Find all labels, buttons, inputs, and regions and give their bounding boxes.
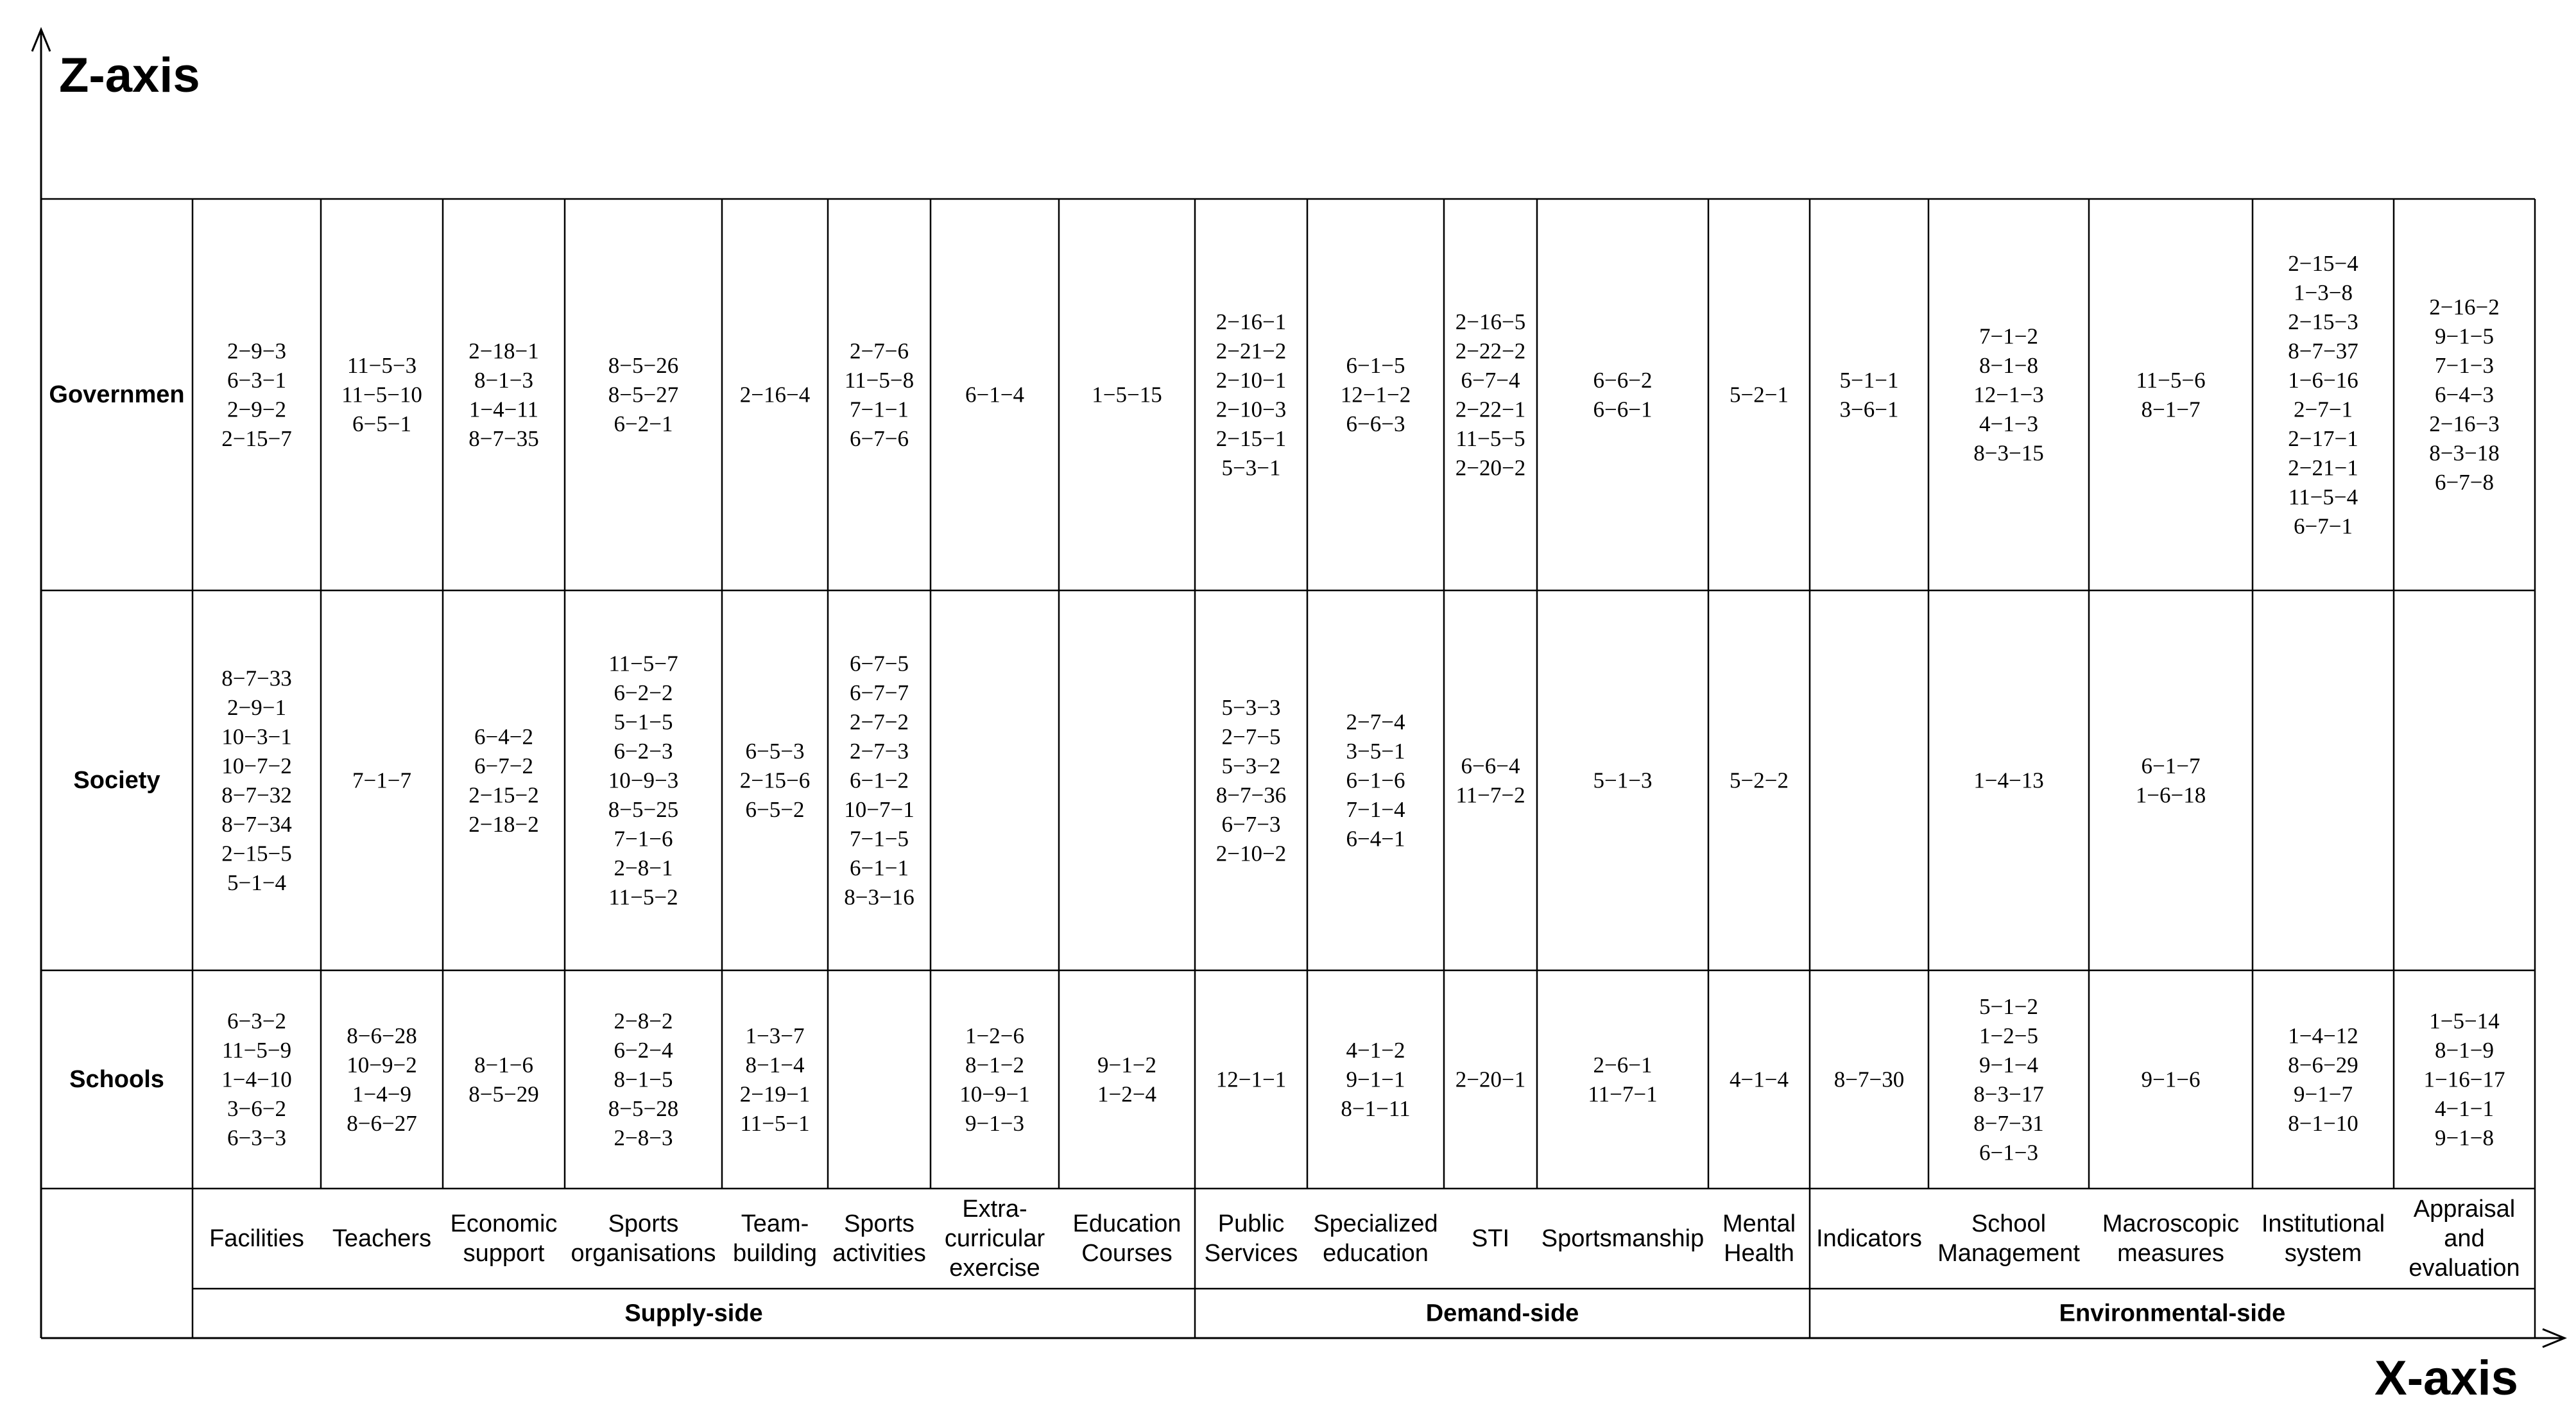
cell-codes-line: 5−3−3 [1221,694,1281,720]
cell-codes-line: 5−1−3 [1593,768,1653,793]
column-label [332,1225,431,1252]
cell-codes-line: 7−1−5 [850,826,909,852]
cell-codes-line: 8−3−17 [1973,1081,2044,1107]
cell-codes [1730,1067,1789,1092]
cell-codes-line: 11−5−8 [844,367,914,393]
z-axis-title: Z-axis [59,48,200,103]
cell-codes-line: 6−7−2 [474,753,533,778]
cell-codes-line: 10−9−2 [347,1052,417,1078]
cell-codes-line: 9−1−8 [2435,1125,2494,1151]
cell-codes [1341,1038,1410,1121]
cell-codes [1840,368,1899,422]
cell-codes-line: 2−10−3 [1215,397,1287,422]
cell-codes-line: 4−1−2 [1346,1038,1405,1063]
cell-codes-line: 8−5−27 [608,382,679,408]
cell-codes [1973,994,2043,1165]
cell-codes [1593,368,1653,422]
cell-codes-line: 2−16−5 [1455,309,1526,334]
cell-codes-line: 2−21−1 [2288,455,2358,481]
group-label-line: Environmental-side [2059,1300,2286,1327]
cell-codes [468,338,538,451]
cell-codes [468,1052,538,1107]
cell-codes [959,1023,1029,1136]
column-label-line: Management [1937,1240,2080,1267]
cell-codes-line: 8−6−29 [2288,1052,2358,1078]
cell-codes-line: 12−1−3 [1973,382,2044,408]
column-label [945,1196,1045,1282]
cell-codes [1216,309,1286,481]
cell-codes-line: 6−7−4 [1461,367,1520,393]
cell-codes-line: 1−4−10 [221,1067,292,1092]
cell-codes-line: 8−1−8 [1979,353,2038,378]
group-label-line: Supply-side [624,1300,763,1327]
cell-codes-line: 6−7−6 [850,425,909,451]
cell-codes [1455,1067,1525,1092]
column-label-line: Education [1072,1210,1181,1237]
cell-codes-line: 5−2−2 [1730,768,1789,793]
cell-codes-line: 8−5−29 [468,1081,539,1107]
cell-codes-line: 9−1−1 [1346,1067,1405,1092]
cell-codes-line: 2−15−5 [221,841,292,866]
column-label [733,1210,817,1267]
cell-codes-line: 2−21−2 [1215,338,1287,364]
cell-codes-line: 6−4−2 [474,724,533,750]
cell-codes-line: 2−8−3 [614,1125,673,1151]
cell-codes-line: 1−6−18 [2135,782,2206,808]
cell-codes-line: 1−3−7 [745,1023,805,1049]
cell-codes-line: 8−7−33 [221,666,292,691]
cell-codes-line: 6−4−3 [2435,382,2494,408]
cell-codes [1730,768,1789,793]
column-label [1816,1225,1922,1252]
cell-codes-line: 2−16−2 [2429,295,2500,320]
cell-codes-line: 8−7−31 [1973,1110,2044,1136]
cell-codes [1730,382,1789,408]
column-label-line: Services [1204,1240,1298,1267]
cell-codes-line: 6−1−2 [850,768,909,793]
cell-codes [1455,753,1525,808]
cell-codes-line: 5−1−4 [227,870,286,895]
cell-codes-line: 10−7−2 [221,753,292,778]
cell-codes-line: 1−16−17 [2423,1067,2505,1092]
column-label-line: Teachers [332,1225,432,1252]
cell-codes-line: 2−7−1 [2294,397,2353,422]
column-label [1722,1210,1796,1267]
cell-codes-line: 11−7−2 [1455,782,1525,808]
cell-codes [740,1023,810,1136]
column-label [571,1210,716,1267]
cell-codes [1973,768,2043,793]
cell-codes-line: 5−1−2 [1979,993,2038,1019]
cell-codes-line: 2−7−6 [850,338,909,364]
column-label-line: education [1323,1240,1429,1267]
cell-codes-line: 1−5−15 [1092,382,1162,408]
cell-codes-line: 2−7−5 [1221,724,1281,750]
group-label [1426,1300,1579,1327]
column-label [1472,1225,1509,1252]
column-label-line: evaluation [2409,1255,2520,1282]
cell-codes-line: 1−2−5 [1979,1023,2038,1049]
column-label [1313,1210,1438,1267]
cell-codes-line: 2−22−1 [1455,397,1526,422]
cell-codes-line: 2−16−3 [2429,411,2500,436]
cell-codes [845,338,914,451]
cell-codes [221,666,291,895]
cell-codes-line: 8−3−16 [844,884,914,910]
cell-codes-line: 6−6−1 [1593,397,1653,422]
cell-codes [2288,1023,2358,1136]
cell-codes-line: 2−9−3 [227,338,286,364]
cell-codes-line: 2−15−1 [1215,425,1287,451]
cell-codes-line: 6−5−1 [352,411,411,436]
cell-codes-line: 6−6−4 [1461,753,1520,778]
cell-codes-line: 6−2−3 [614,739,673,764]
cell-codes-line: 2−19−1 [739,1081,811,1107]
cell-codes-line: 8−1−9 [2435,1038,2494,1063]
cell-codes-line: 6−2−2 [614,680,673,705]
cell-codes-line: 2−15−4 [2288,250,2358,276]
cell-codes [2288,251,2358,539]
cell-codes-line: 8−5−28 [608,1096,679,1121]
cell-codes [1593,768,1653,793]
cell-codes-line: 6−4−1 [1346,826,1405,852]
cell-codes [740,382,810,408]
cell-codes-line: 8−5−25 [608,797,679,822]
cell-codes-line: 7−1−4 [1346,797,1405,822]
cell-codes [468,724,538,837]
cell-codes-line: 11−5−9 [221,1038,292,1063]
cell-codes-line: 11−5−2 [608,884,678,910]
group-label-line: Demand-side [1425,1300,1579,1327]
cell-codes-line: 8−7−36 [1215,782,1287,808]
cell-codes-line: 2−6−1 [1593,1052,1653,1078]
cell-codes-line: 11−5−10 [341,382,422,408]
cell-codes-line: 6−7−8 [2435,470,2494,495]
cell-codes-line: 8−1−7 [2141,397,2201,422]
cell-codes-line: 5−3−1 [1221,455,1281,481]
cell-codes-line: 6−7−7 [850,680,909,705]
cell-codes-line: 8−6−28 [347,1023,417,1049]
cell-codes-line: 11−5−4 [2288,484,2358,510]
column-label [2102,1210,2239,1267]
cell-codes [1455,309,1525,481]
cell-codes-line: 1−4−9 [352,1081,411,1107]
column-label [2262,1210,2385,1267]
cell-codes-line: 4−1−3 [1979,411,2038,436]
row-label-line: Society [73,767,160,794]
cell-codes-line: 6−3−1 [227,367,286,393]
cell-codes-line: 9−1−3 [965,1110,1024,1136]
cell-codes [1834,1067,1904,1092]
cell-codes-line: 2−20−1 [1455,1067,1526,1092]
cell-codes-line: 2−7−3 [850,739,909,764]
cell-codes-line: 9−1−2 [1097,1052,1156,1078]
cell-codes-line: 5−3−2 [1221,753,1281,778]
cell-codes-line: 4−1−4 [1730,1067,1789,1092]
cell-codes-line: 1−2−6 [965,1023,1024,1049]
x-axis-title: X-axis [2374,1351,2518,1405]
column-label-line: Sports [844,1210,914,1237]
row-label [49,381,184,408]
column-label [1072,1210,1181,1267]
column-label-line: Team- [741,1210,809,1237]
cell-codes-line: 11−5−5 [1455,425,1525,451]
column-label [832,1210,926,1267]
cell-codes-line: 1−5−14 [2429,1008,2500,1034]
column-label-line: system [2284,1240,2362,1267]
cell-codes [1097,1052,1156,1107]
cell-codes-line: 6−7−1 [2294,513,2353,539]
cell-codes [1092,382,1162,408]
cell-codes [1216,1067,1286,1092]
cell-codes [740,739,810,822]
cell-codes-line: 10−9−1 [959,1081,1030,1107]
cell-codes-line: 8−5−26 [608,353,679,378]
cell-codes-line: 12−1−1 [1215,1067,1287,1092]
cell-codes-line: 6−7−5 [850,651,909,676]
cell-codes-line: 6−2−4 [614,1038,673,1063]
cell-codes-line: 6−1−1 [850,855,909,881]
cell-codes [221,338,291,451]
cell-codes-line: 8−7−32 [221,782,292,808]
cell-codes-line: 7−1−7 [352,768,411,793]
cell-codes-line: 6−7−3 [1221,811,1281,837]
cell-codes [1346,710,1405,852]
cell-codes-line: 6−1−7 [2141,753,2201,778]
cell-codes-line: 3−6−1 [1839,397,1899,422]
cell-codes-line: 2−15−2 [468,782,539,808]
row-label-line: Governmen [49,381,185,408]
column-label-line: Extra- [962,1196,1027,1223]
cell-codes-line: 2−9−2 [227,397,286,422]
row-label [69,1066,164,1093]
cell-codes-line: 2−10−1 [1215,367,1287,393]
column-label [1937,1210,2080,1267]
column-label-line: Health [1724,1240,1794,1267]
cell-codes-line: 9−1−5 [2435,323,2494,349]
cell-codes-line: 8−7−34 [221,811,292,837]
cell-codes-line: 8−7−35 [468,425,539,451]
cell-codes-line: 2−7−4 [1346,709,1405,735]
cell-codes [2136,753,2206,808]
cell-codes-line: 6−1−5 [1346,353,1405,378]
cell-codes-line: 6−1−3 [1979,1140,2038,1165]
cell-codes-line: 6−5−2 [745,797,805,822]
cell-codes-line: 11−7−1 [1588,1081,1658,1107]
cell-codes-line: 2−15−3 [2288,309,2358,334]
column-label [2409,1196,2520,1282]
cell-codes-line: 2−22−2 [1455,338,1526,364]
cell-codes-line: 11−5−3 [347,353,417,378]
column-label [209,1225,304,1252]
cell-codes-line: 3−6−2 [227,1096,286,1121]
cell-codes-line: 7−1−3 [2435,353,2494,378]
cell-codes [341,353,422,436]
cell-codes-line: 12−1−2 [1340,382,1411,408]
cell-codes [608,353,678,436]
cell-codes [965,382,1024,408]
cell-codes-line: 4−1−1 [2435,1096,2494,1121]
column-label-line: School [1971,1210,2047,1237]
cell-codes-line: 6−3−2 [227,1008,286,1034]
column-label-line: STI [1471,1225,1510,1252]
cell-codes [844,651,914,910]
column-label [1541,1225,1704,1252]
row-label-line: Schools [69,1066,164,1093]
cell-codes [1216,695,1286,866]
cell-codes-line: 8−1−6 [474,1052,533,1078]
column-label-line: building [733,1240,817,1267]
column-label-line: Sports [608,1210,679,1237]
cell-codes-line: 8−3−15 [1973,440,2044,466]
column-label-line: Mental [1722,1210,1796,1237]
row-label [73,767,160,794]
cell-codes-line: 2−17−1 [2288,425,2358,451]
column-label [451,1210,558,1267]
cell-codes-line: 2−9−1 [227,694,286,720]
cell-codes-line: 8−1−4 [745,1052,805,1078]
cell-codes-line: 2−18−2 [468,811,539,837]
cell-codes-line: 7−1−6 [614,826,673,852]
cell-codes-line: 8−3−18 [2429,440,2500,466]
cell-codes-line: 5−1−5 [614,709,673,735]
cell-codes-line: 6−6−2 [1593,367,1653,393]
cell-codes [221,1009,291,1151]
column-label-line: activities [832,1240,926,1267]
cell-codes [347,1023,416,1136]
cell-codes-line: 6−3−3 [227,1125,286,1151]
cell-codes-line: 8−1−3 [474,367,533,393]
column-label-line: Appraisal [2413,1196,2516,1223]
cell-codes-line: 2−10−2 [1215,841,1287,866]
cell-codes-line: 6−6−3 [1346,411,1405,436]
cell-codes-line: 5−2−1 [1730,382,1789,408]
column-label [1205,1210,1298,1267]
cell-codes-line: 8−1−11 [1341,1096,1411,1121]
column-label-line: Indicators [1816,1225,1922,1252]
column-label-line: Sportsmanship [1541,1225,1704,1252]
cell-codes-line: 9−1−4 [1979,1052,2038,1078]
cell-codes-line: 5−1−1 [1839,367,1899,393]
column-label-line: Specialized [1313,1210,1438,1237]
cell-codes-line: 8−1−2 [965,1052,1024,1078]
column-label-line: Macroscopic [2102,1210,2240,1237]
cell-codes-line: 2−15−7 [221,425,292,451]
cell-codes [352,768,411,793]
cell-codes-line: 1−3−8 [2294,280,2353,305]
cell-codes-line: 2−8−1 [614,855,673,881]
cell-codes-line: 6−5−3 [745,739,805,764]
cell-codes-line: 8−7−30 [1833,1067,1905,1092]
group-label [2059,1300,2286,1327]
cell-codes-line: 2−16−4 [739,382,811,408]
column-label-line: curricular [944,1225,1045,1252]
cell-codes-line: 9−1−6 [2141,1067,2201,1092]
cell-codes [2429,295,2499,495]
cell-codes-line: 2−7−2 [850,709,909,735]
cell-codes-line: 8−1−10 [2288,1110,2358,1136]
cell-codes-line: 1−2−4 [1097,1081,1156,1107]
cell-codes-line: 6−1−6 [1346,768,1405,793]
cell-codes-line: 10−3−1 [221,724,292,750]
cell-codes-line: 2−20−2 [1455,455,1526,481]
cell-codes-line: 1−6−16 [2288,367,2358,393]
cell-codes [1973,324,2043,466]
cell-codes-line: 1−4−11 [468,397,539,422]
column-label-line: Courses [1081,1240,1172,1267]
cell-codes-line: 2−16−1 [1215,309,1287,334]
cell-codes [2136,368,2205,422]
cell-codes-line: 2−18−1 [468,338,539,364]
column-label-line: exercise [949,1255,1040,1282]
cell-codes-line: 11−5−7 [608,651,678,676]
column-label-line: Public [1217,1210,1285,1237]
cell-codes-line: 11−5−1 [740,1110,810,1136]
cell-codes-line: 10−9−3 [608,768,679,793]
cell-codes-line: 3−5−1 [1346,739,1405,764]
column-label-line: Economic [450,1210,558,1237]
column-label-line: organisations [571,1240,716,1267]
cell-codes [2142,1067,2201,1092]
cell-codes-line: 7−1−2 [1979,323,2038,349]
cell-codes-line: 7−1−1 [850,397,909,422]
cell-codes-line: 11−5−6 [2136,367,2206,393]
column-label-line: Institutional [2261,1210,2385,1237]
cell-codes-line: 1−4−12 [2288,1023,2358,1049]
column-label-line: measures [2117,1240,2224,1267]
cell-codes [2424,1009,2505,1151]
cell-codes-line: 8−1−5 [614,1067,673,1092]
cell-codes-line: 8−6−27 [347,1110,417,1136]
cell-codes-line: 10−7−1 [844,797,914,822]
cell-codes-line: 2−8−2 [614,1008,673,1034]
cell-codes-line: 1−4−13 [1973,768,2044,793]
cell-codes [1341,353,1411,436]
column-label-line: support [463,1240,545,1267]
cell-codes [608,1009,678,1151]
column-label-line: Facilities [209,1225,304,1252]
cell-codes [608,651,678,910]
cell-codes [1588,1052,1657,1107]
cell-codes-line: 9−1−7 [2294,1081,2353,1107]
cell-codes-line: 2−15−6 [739,768,811,793]
cell-codes-line: 6−2−1 [614,411,673,436]
column-label-line: and [2444,1225,2485,1252]
cell-codes-line: 6−1−4 [965,382,1024,408]
cell-codes-line: 8−7−37 [2288,338,2358,364]
group-label [624,1300,762,1327]
